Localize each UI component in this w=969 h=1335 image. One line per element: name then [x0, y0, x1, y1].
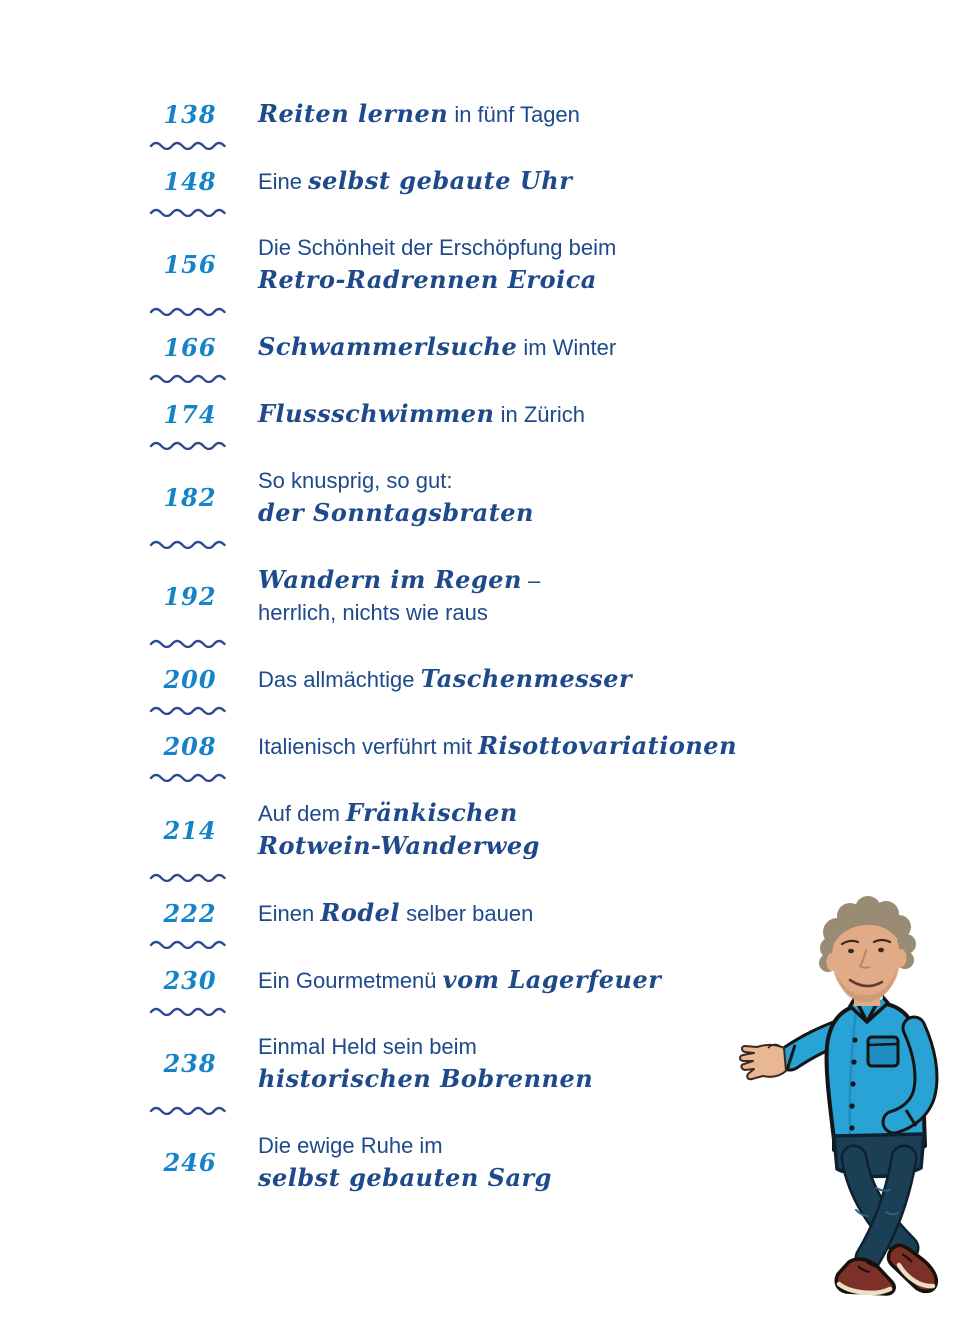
squiggle-divider — [148, 939, 232, 949]
title-segment-script: Risottovariationen — [478, 731, 738, 760]
page-number: 238 — [163, 1049, 217, 1078]
title-segment-script: Reiten lernen — [258, 99, 449, 128]
title-segment-regular: Ein Gourmetmenü — [258, 968, 443, 993]
title-line — [258, 331, 616, 364]
title-segment-script: Rodel — [320, 898, 401, 927]
title-line — [258, 232, 616, 264]
page-number: 222 — [163, 899, 217, 928]
toc-entry[interactable] — [148, 163, 788, 200]
title-segment-regular: So knusprig, so gut: — [258, 468, 453, 493]
title-segment-regular: Auf dem — [258, 801, 347, 826]
toc-entry[interactable] — [148, 329, 788, 366]
title-segment-script: vom Lagerfeuer — [442, 965, 662, 994]
title-line — [258, 564, 540, 597]
entry-title — [258, 1031, 593, 1096]
page-number: 214 — [163, 815, 217, 845]
toc-entry[interactable] — [148, 1128, 788, 1197]
squiggle-divider — [148, 705, 232, 715]
squiggle-divider — [148, 306, 232, 316]
squiggle-divider — [148, 638, 232, 648]
title-segment-regular: Einen — [258, 901, 321, 926]
page-number: 230 — [163, 966, 217, 995]
toc-entry[interactable] — [148, 1029, 788, 1098]
page-number: 148 — [163, 167, 217, 196]
entry-title — [258, 897, 533, 930]
entry-title — [258, 797, 540, 863]
title-line — [258, 730, 737, 763]
title-segment-script: selbst gebaute Uhr — [308, 166, 573, 195]
title-segment-regular: in fünf Tagen — [448, 102, 580, 127]
page-number: 156 — [163, 250, 217, 279]
title-segment-script: Schwammerlsuche — [258, 332, 518, 361]
toc-entry[interactable] — [148, 396, 788, 433]
presenting-man-illustration — [738, 888, 968, 1335]
title-segment-script: historischen Bobrennen — [258, 1064, 594, 1093]
title-line — [258, 1130, 552, 1162]
entry-title — [258, 1130, 552, 1195]
squiggle-divider — [148, 440, 232, 450]
squiggle-divider — [148, 772, 232, 782]
title-segment-regular: Das allmächtige — [258, 667, 421, 692]
squiggle-divider — [148, 539, 232, 549]
page-number: 174 — [163, 400, 217, 429]
title-segment-regular: Italienisch verführt mit — [258, 734, 479, 759]
title-segment-script: Retro-Radrennen Eroica — [258, 265, 597, 294]
entry-title — [258, 331, 616, 364]
toc-entry[interactable] — [148, 562, 788, 631]
title-segment-script: Wandern im Regen — [258, 565, 522, 594]
toc-entry[interactable] — [148, 895, 788, 932]
title-line — [258, 398, 585, 431]
title-line — [258, 1162, 552, 1195]
title-line — [258, 597, 540, 629]
toc-entry[interactable] — [148, 661, 788, 698]
title-segment-regular: Einmal Held sein beim — [258, 1034, 477, 1059]
title-segment-regular: Die Schönheit der Erschöpfung beim — [258, 235, 617, 260]
title-line — [258, 897, 533, 930]
title-segment-script: selbst gebauten Sarg — [258, 1163, 552, 1192]
title-line — [258, 98, 580, 131]
toc-entry[interactable] — [148, 96, 788, 133]
title-segment-regular: im Winter — [517, 335, 617, 360]
jeans — [834, 1134, 924, 1258]
title-line — [258, 797, 540, 830]
title-segment-regular: in Zürich — [494, 402, 585, 427]
head — [819, 896, 916, 1006]
entry-title — [258, 663, 632, 696]
toc-entry[interactable] — [148, 463, 788, 532]
toc-entry[interactable] — [148, 962, 788, 999]
title-line — [258, 1031, 593, 1063]
squiggle-divider — [148, 872, 232, 882]
title-segment-script: der Sonntagsbraten — [258, 498, 534, 527]
title-segment-regular: herrlich, nichts wie raus — [258, 600, 488, 625]
title-segment-script: Rotwein-Wanderweg — [258, 831, 540, 860]
title-line — [258, 165, 572, 198]
title-line — [258, 964, 661, 997]
squiggle-divider — [148, 1105, 232, 1115]
title-line — [258, 264, 616, 297]
title-line — [258, 830, 540, 863]
title-segment-regular: Die ewige Ruhe im — [258, 1133, 443, 1158]
entry-title — [258, 98, 580, 131]
entry-title — [258, 232, 616, 297]
toc-entry[interactable] — [148, 728, 788, 765]
page-number: 200 — [163, 665, 217, 694]
shirt — [827, 995, 926, 1155]
page-number: 138 — [163, 100, 217, 129]
title-line — [258, 465, 534, 497]
entry-title — [258, 730, 737, 763]
squiggle-divider — [148, 1006, 232, 1016]
title-segment-regular: Eine — [258, 169, 309, 194]
title-segment-regular: selber bauen — [400, 901, 534, 926]
squiggle-divider — [148, 140, 232, 150]
entry-title — [258, 964, 661, 997]
squiggle-divider — [148, 373, 232, 383]
entry-title — [258, 165, 572, 198]
squiggle-divider — [148, 207, 232, 217]
title-line — [258, 663, 632, 696]
title-segment-regular: – — [521, 568, 541, 593]
page-number: 208 — [163, 732, 217, 761]
title-segment-script: Flussschwimmen — [258, 399, 495, 428]
page-number: 192 — [163, 582, 217, 611]
page-number: 182 — [163, 483, 217, 512]
title-segment-script: Fränkischen — [346, 798, 518, 827]
entry-title — [258, 564, 540, 629]
toc-entry[interactable] — [148, 795, 788, 865]
title-line — [258, 497, 534, 530]
entry-title — [258, 398, 585, 431]
open-hand — [740, 1045, 786, 1079]
entry-title — [258, 465, 534, 530]
title-line — [258, 1063, 593, 1096]
table-of-contents — [148, 96, 788, 1197]
page-number: 246 — [163, 1148, 217, 1177]
toc-entry[interactable] — [148, 230, 788, 299]
page-number: 166 — [163, 333, 217, 362]
title-segment-script: Taschenmesser — [420, 664, 633, 693]
